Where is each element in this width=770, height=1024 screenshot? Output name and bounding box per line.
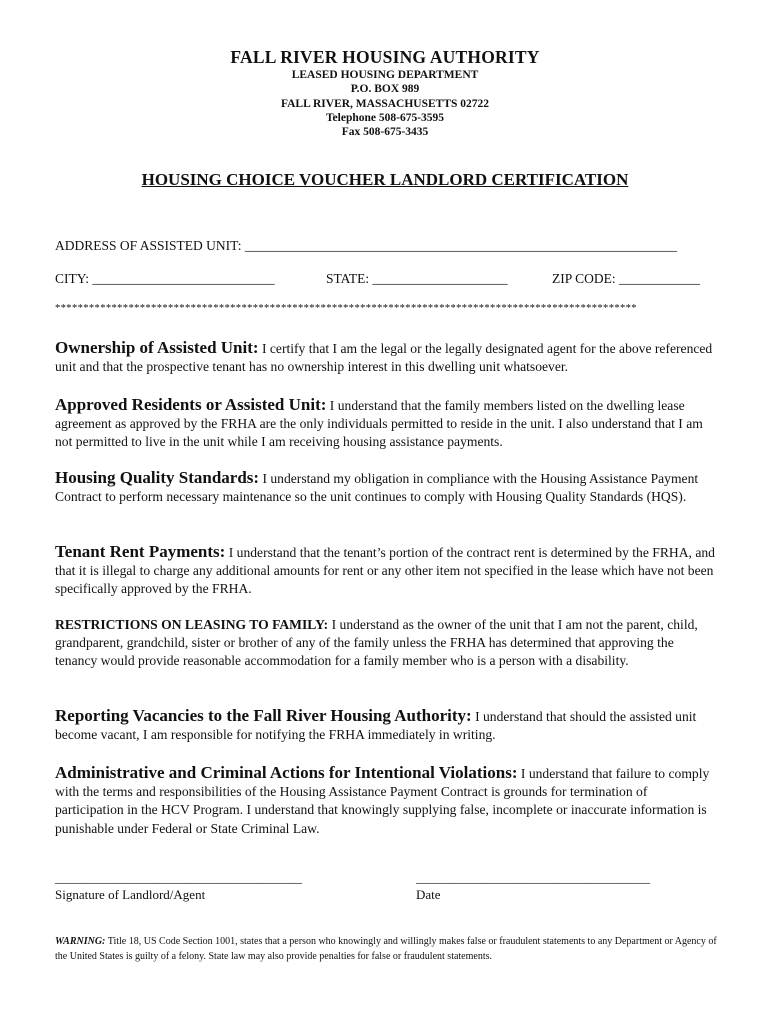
separator-line: ******************************************************************************************************* [55, 303, 637, 314]
state-row [326, 271, 508, 287]
tenant-rent-heading: Tenant Rent Payments: [55, 542, 226, 561]
violations-heading: Administrative and Criminal Actions for Intentional Violations: [55, 763, 518, 782]
address-label: ADDRESS OF ASSISTED UNIT: [55, 238, 242, 253]
document-title [0, 170, 770, 190]
city-label: CITY: [55, 271, 90, 286]
legal-warning [55, 935, 719, 964]
restrictions-heading: RESTRICTIONS ON LEASING TO FAMILY: [55, 617, 329, 632]
approved-residents-section [55, 396, 719, 452]
violations-section [55, 764, 719, 838]
ownership-text: I certify that I am the legal or the legally designated agent for the above referenced unit and that the prospective tenant has no ownership interest in this dwelling unit whatsoever. [55, 341, 713, 375]
approved-residents-heading: Approved Residents or Assisted Unit: [55, 395, 327, 414]
address-row [55, 238, 677, 254]
department-name: LEASED HOUSING DEPARTMENT [291, 69, 479, 81]
hqs-section [55, 469, 719, 506]
approved-residents-text: I understand that the family members listed on the dwelling lease agreement as approved by the FRHA are the only individuals permitted to reside in the unit. I also understand that I am not permitted to live in the unit while I am receiving housing assistance payments. [55, 398, 703, 450]
document-title-text: HOUSING CHOICE VOUCHER LANDLORD CERTIFICATION [141, 170, 629, 189]
city-row [55, 271, 275, 287]
warning-text: Title 18, US Code Section 1001, states that a person who knowingly and willingly makes false or fraudulent statements to any Department or Agency of the United States is guilty of a felony. State law may also provide penalties for false or fraudulent statements. [55, 936, 717, 962]
signature-field[interactable]: ______________________________________ [55, 870, 302, 885]
po-box: P.O. BOX 989 [350, 83, 420, 96]
tenant-rent-section [55, 543, 719, 599]
date-label: Date [416, 887, 441, 902]
warning-label: WARNING: [55, 936, 106, 947]
ownership-heading: Ownership of Assisted Unit: [55, 338, 259, 357]
violations-text: I understand that failure to comply with the terms and responsibilities of the Housing Assistance Payment Contract is grounds for termination of participation in the HCV Program. I understand that knowingly supplying false, incomplete or inaccurate information is punishable under Federal or State Criminal Law. [55, 766, 710, 836]
fax: Fax 508-675-3435 [341, 126, 429, 139]
state-field[interactable]: ____________________ [372, 271, 508, 286]
organization-name: FALL RIVER HOUSING AUTHORITY [230, 47, 540, 67]
vacancies-heading: Reporting Vacancies to the Fall River Housing Authority: [55, 706, 472, 725]
city-state-zip: FALL RIVER, MASSACHUSETTS 02722 [280, 97, 490, 110]
vacancies-text: I understand that should the assisted unit become vacant, I am responsible for notifying the FRHA immediately in writing. [55, 709, 697, 743]
ownership-section [55, 339, 719, 376]
signature-label: Signature of Landlord/Agent [55, 887, 206, 902]
restrictions-section [55, 616, 719, 671]
tenant-rent-text: I understand that the tenant’s portion of the contract rent is determined by the FRHA, and that it is illegal to charge any additional amounts for rent or any other item not specified in the lease which have not been specifically approved by the FRHA. [55, 545, 715, 597]
city-field[interactable]: ___________________________ [92, 271, 275, 286]
restrictions-text: I understand as the owner of the unit that I am not the parent, child, grandparent, grandchild, sister or brother of any of the family unless the FRHA has determined that approving the tenancy would provide reasonable accommodation for a family member who is a person with a disability. [55, 617, 698, 669]
hqs-heading: Housing Quality Standards: [55, 468, 260, 487]
zip-row [552, 271, 700, 287]
address-field[interactable]: ________________________________________________________________ [244, 238, 677, 253]
zip-label: ZIP CODE: [552, 271, 616, 286]
hqs-text: I understand my obligation in compliance with the Housing Assistance Payment Contract to perform necessary maintenance so the unit continues to comply with Housing Quality Standards (HQS). [55, 471, 699, 505]
state-label: STATE: [326, 271, 370, 286]
zip-field[interactable]: ____________ [619, 271, 700, 286]
telephone: Telephone 508-675-3595 [325, 111, 445, 124]
date-field[interactable]: ____________________________________ [416, 870, 650, 885]
vacancies-section [55, 707, 719, 744]
